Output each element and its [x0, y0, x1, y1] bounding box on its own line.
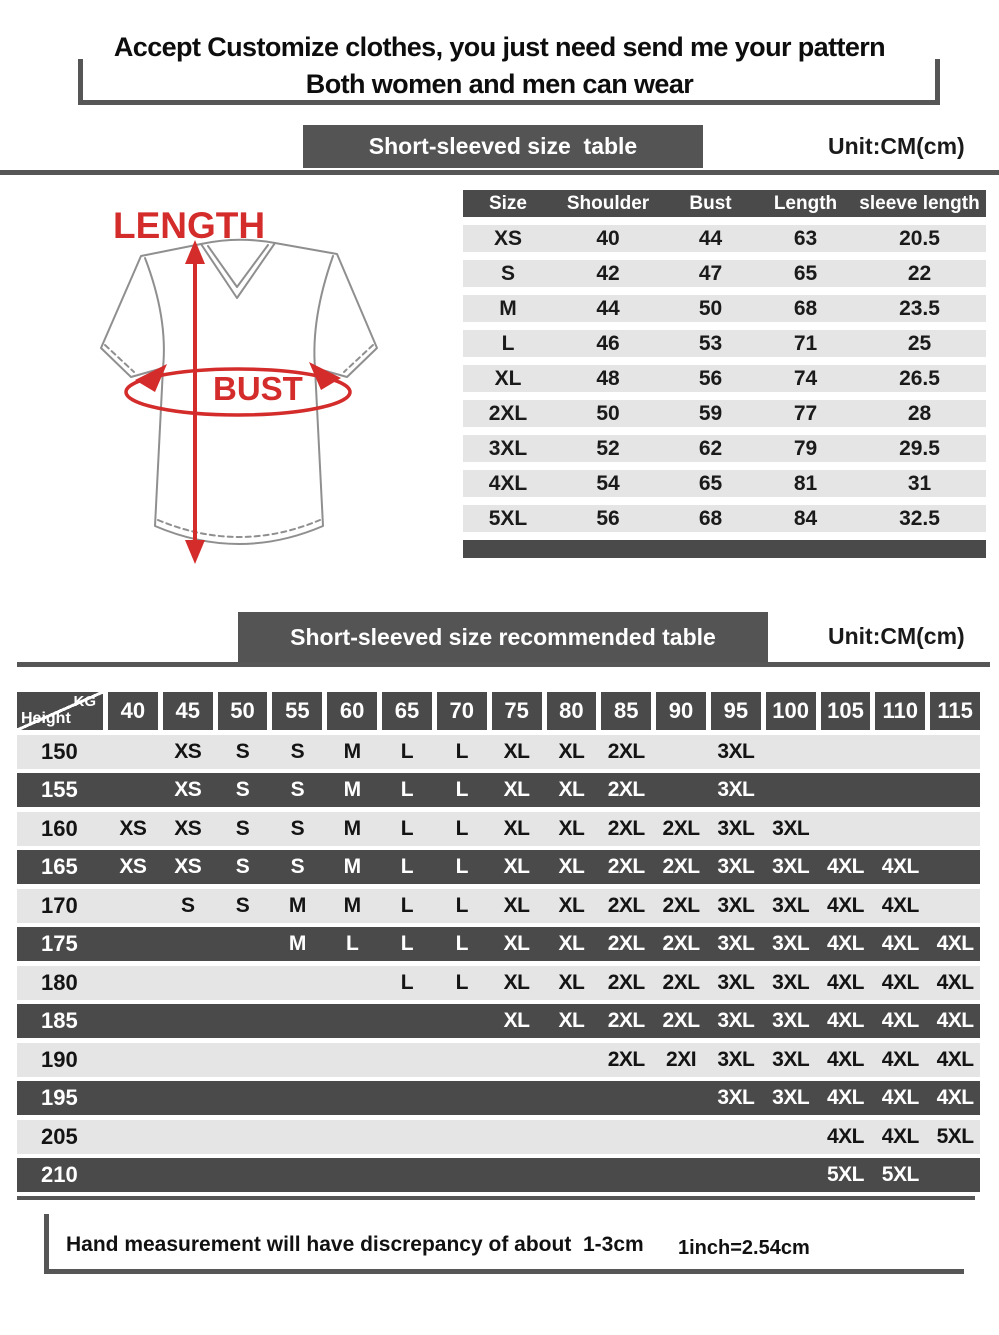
matrix-size-cell: 4XL — [881, 1009, 919, 1032]
matrix-size-cell: L — [400, 932, 414, 955]
size-table-row — [463, 505, 986, 532]
size-table-unit-label: Unit:CM(cm) — [828, 133, 965, 159]
matrix-height-label: 160 — [41, 815, 78, 841]
matrix-size-cell: 3XL — [772, 932, 810, 955]
footer-underline — [44, 1269, 964, 1274]
size-table-banner: Short-sleeved size table — [303, 125, 703, 168]
size-table-cell: 47 — [698, 261, 723, 285]
matrix-header-row — [17, 692, 980, 730]
matrix-size-cell: 4XL — [826, 932, 864, 955]
size-table-cell: M — [499, 296, 517, 320]
matrix-size-cell: XL — [558, 816, 585, 840]
matrix-size-cell: 4XL — [936, 970, 974, 994]
length-label: LENGTH — [113, 205, 266, 246]
matrix-size-cell: 3XL — [772, 855, 810, 878]
matrix-size-cell: 2XL — [662, 855, 700, 878]
matrix-size-cell: 2XL — [662, 932, 700, 955]
size-table-cell: 63 — [793, 226, 818, 250]
header-title-line2: Both women and men can wear — [305, 69, 694, 99]
size-table-row — [463, 330, 986, 357]
matrix-size-cell: 2XL — [607, 1047, 645, 1071]
size-table-cell: 48 — [596, 366, 620, 390]
matrix-row — [17, 1081, 980, 1115]
matrix-size-cell: L — [400, 970, 414, 994]
size-table-cell: 77 — [793, 401, 818, 425]
length-arrowhead-bottom — [185, 540, 205, 564]
matrix-size-cell: XL — [503, 855, 530, 878]
matrix-weight-header: 90 — [656, 692, 706, 730]
size-table-row — [463, 435, 986, 462]
matrix-size-cell: 4XL — [881, 1047, 919, 1071]
matrix-size-cell: XS — [174, 855, 202, 878]
matrix-size-cell: 2XL — [662, 816, 700, 840]
size-table-col-header: Bust — [689, 192, 732, 214]
size-table-col-header: Size — [488, 192, 528, 214]
matrix-row — [17, 773, 980, 807]
matrix-weight-header: 55 — [272, 692, 322, 730]
matrix-size-cell: S — [290, 778, 305, 801]
matrix-size-cell: 4XL — [826, 855, 864, 878]
matrix-height-label: 195 — [41, 1085, 78, 1110]
matrix-size-cell: 4XL — [936, 1009, 974, 1032]
size-table-cell: 20.5 — [899, 226, 940, 250]
matrix-size-cell: M — [343, 739, 361, 763]
size-table-cell: 59 — [698, 401, 723, 425]
size-table-cell: 50 — [596, 401, 620, 425]
size-table-cell: XL — [494, 366, 522, 390]
matrix-size-cell: XL — [503, 893, 530, 917]
matrix-height-label: 205 — [41, 1123, 78, 1149]
matrix-size-cell: 3XL — [717, 893, 755, 917]
matrix-size-cell: 3XL — [772, 893, 810, 917]
matrix-size-cell: XL — [503, 932, 530, 955]
matrix-size-cell: 2XL — [607, 932, 645, 955]
size-table-row — [463, 225, 986, 252]
matrix-size-cell: 4XL — [881, 1124, 919, 1148]
matrix-size-cell: 4XL — [936, 1086, 974, 1109]
bust-label: BUST — [213, 370, 303, 407]
matrix-size-cell: 2XL — [607, 816, 645, 840]
matrix-size-cell: 3XL — [772, 1086, 810, 1109]
size-table-row — [463, 260, 986, 287]
matrix-size-cell: M — [343, 893, 361, 917]
matrix-size-cell: 4XL — [826, 1009, 864, 1032]
divider-line-bottom — [17, 1196, 975, 1200]
matrix-size-cell: L — [400, 893, 414, 917]
size-table-cell: 40 — [596, 226, 620, 250]
matrix-size-cell: L — [455, 778, 468, 801]
size-table-cell: 26.5 — [899, 366, 940, 390]
matrix-size-cell: S — [290, 739, 305, 763]
matrix-weight-header: 60 — [327, 692, 377, 730]
matrix-size-cell: 3XL — [772, 1047, 810, 1071]
matrix-size-cell: S — [180, 893, 195, 917]
matrix-size-cell: XL — [558, 932, 585, 955]
matrix-body — [17, 735, 980, 1193]
matrix-size-cell: S — [235, 855, 250, 878]
size-table-cell: 44 — [698, 226, 723, 250]
matrix-size-cell: XS — [119, 855, 147, 878]
matrix-size-cell: M — [343, 778, 361, 801]
matrix-size-cell: XL — [503, 816, 530, 840]
matrix-row — [17, 850, 980, 884]
size-table-cell: 31 — [907, 471, 932, 495]
matrix-row — [17, 1120, 980, 1154]
size-table-cell: 46 — [596, 331, 620, 355]
matrix-size-cell: 2XL — [607, 855, 645, 878]
matrix-row — [17, 1043, 980, 1077]
matrix-size-cell: XL — [503, 970, 530, 994]
size-table-body — [463, 225, 986, 532]
matrix-size-cell: XL — [558, 855, 585, 878]
matrix-size-cell: 2XL — [662, 1009, 700, 1032]
matrix-size-cell: 3XL — [772, 816, 810, 840]
matrix-size-cell: S — [290, 855, 305, 878]
matrix-weight-header: 85 — [601, 692, 651, 730]
matrix-size-cell: 4XL — [826, 1124, 864, 1148]
matrix-size-cell: XL — [558, 778, 585, 801]
matrix-size-cell: 3XL — [717, 970, 755, 994]
matrix-size-cell: L — [455, 816, 468, 840]
matrix-size-cell: L — [455, 893, 468, 917]
matrix-size-cell: 4XL — [826, 1047, 864, 1071]
matrix-row — [17, 1004, 980, 1038]
matrix-size-cell: XL — [503, 739, 530, 763]
matrix-size-cell: 5XL — [826, 1163, 864, 1186]
size-table-cell: 54 — [596, 471, 620, 495]
size-table-cell: 62 — [698, 436, 723, 460]
size-table-cell: 56 — [596, 506, 620, 530]
matrix-row — [17, 1158, 980, 1192]
size-table-cell: 3XL — [488, 436, 528, 460]
matrix-height-label: 210 — [41, 1162, 78, 1187]
matrix-size-cell: 3XL — [717, 855, 755, 878]
size-table-footer-bar — [463, 540, 986, 558]
size-table-cell: 23.5 — [899, 296, 940, 320]
matrix-size-cell: S — [235, 893, 250, 917]
matrix-size-cell: L — [400, 855, 414, 878]
matrix-size-cell: 4XL — [826, 1086, 864, 1109]
matrix-size-cell: 2XL — [607, 778, 645, 801]
matrix-height-label: 155 — [41, 777, 78, 802]
matrix-height-label: 190 — [41, 1046, 78, 1072]
size-table-cell: 44 — [596, 296, 620, 320]
matrix-weight-header: 95 — [711, 692, 761, 730]
header-title-line1: Accept Customize clothes, you just need send me your pattern — [113, 32, 886, 62]
size-table-row — [463, 400, 986, 427]
matrix-size-cell: 4XL — [826, 893, 864, 917]
matrix-weight-header: 115 — [930, 692, 980, 730]
matrix-size-cell: 4XL — [936, 1047, 974, 1071]
matrix-size-cell: 2XL — [607, 893, 645, 917]
matrix-height-label: 175 — [41, 931, 78, 956]
size-table-row — [463, 365, 986, 392]
matrix-size-cell: L — [400, 778, 414, 801]
size-table-row — [463, 295, 986, 322]
matrix-size-cell: 3XL — [717, 1009, 755, 1032]
size-table-cell: 4XL — [488, 471, 528, 495]
matrix-size-cell: XL — [558, 1009, 585, 1032]
matrix-size-cell: M — [288, 932, 306, 955]
size-table-cell: 2XL — [488, 401, 528, 425]
matrix-weight-header: 45 — [163, 692, 213, 730]
matrix-weight-header: 70 — [437, 692, 487, 730]
matrix-size-cell: S — [235, 816, 250, 840]
matrix-size-cell: L — [400, 816, 414, 840]
size-table-cell: 32.5 — [899, 506, 940, 530]
size-table-cell: 81 — [793, 471, 818, 495]
matrix-size-cell: 3XL — [717, 739, 755, 763]
matrix-size-cell: M — [288, 893, 306, 917]
matrix-size-cell: M — [343, 816, 361, 840]
size-table-cell: 52 — [596, 436, 620, 460]
matrix-size-cell: XS — [119, 816, 147, 840]
size-table-cell: S — [500, 261, 515, 285]
matrix-size-cell: 3XL — [772, 1009, 810, 1032]
matrix-size-cell: XS — [174, 816, 202, 840]
matrix-size-cell: L — [455, 739, 468, 763]
matrix-size-cell: 4XL — [881, 970, 919, 994]
matrix-size-cell: 2XL — [607, 1009, 645, 1032]
matrix-size-cell: S — [235, 778, 250, 801]
matrix-size-cell: 2XL — [662, 970, 700, 994]
size-table-cell: 50 — [698, 296, 723, 320]
corner-height-label: Height — [21, 710, 71, 727]
size-table-cell: 29.5 — [899, 436, 940, 460]
matrix-weight-header: 100 — [766, 692, 816, 730]
size-table — [463, 190, 986, 558]
size-table-cell: 42 — [596, 261, 620, 285]
size-table-cell: 65 — [793, 261, 818, 285]
matrix-row — [17, 735, 980, 769]
matrix-weight-header: 40 — [108, 692, 158, 730]
divider-line-top — [0, 170, 999, 175]
matrix-size-cell: XL — [558, 739, 585, 763]
size-table-cell: 53 — [698, 331, 723, 355]
matrix-row — [17, 966, 980, 1000]
matrix-size-cell: 2XI — [666, 1047, 697, 1071]
matrix-height-label: 185 — [41, 1008, 78, 1033]
matrix-weight-header: 105 — [821, 692, 871, 730]
matrix-height-label: 170 — [41, 892, 78, 918]
size-table-cell: 22 — [907, 261, 932, 285]
size-table-col-header: Shoulder — [566, 192, 650, 214]
matrix-size-cell: XL — [558, 893, 585, 917]
footer-bracket — [44, 1214, 49, 1274]
matrix-size-cell: L — [400, 739, 414, 763]
matrix-weight-header: 50 — [218, 692, 268, 730]
matrix-size-cell: 4XL — [881, 1086, 919, 1109]
size-table-cell: 25 — [907, 331, 932, 355]
matrix-corner-cell — [17, 692, 103, 730]
size-table-cell: 84 — [793, 506, 818, 530]
footer-conversion: 1inch=2.54cm — [678, 1237, 810, 1259]
divider-line-middle — [17, 662, 990, 667]
matrix-row — [17, 927, 980, 961]
matrix-size-cell: 3XL — [772, 970, 810, 994]
matrix-size-cell: XS — [174, 739, 202, 763]
matrix-row — [17, 812, 980, 846]
matrix-size-cell: L — [455, 932, 468, 955]
tshirt-measure-diagram — [25, 190, 430, 585]
matrix-height-label: 165 — [41, 854, 78, 879]
matrix-size-cell: M — [343, 855, 361, 878]
matrix-weight-header: 65 — [382, 692, 432, 730]
matrix-size-cell: 4XL — [881, 893, 919, 917]
matrix-size-cell: 4XL — [881, 932, 919, 955]
matrix-row — [17, 889, 980, 923]
size-table-col-header: Length — [773, 192, 838, 214]
matrix-size-cell: XS — [174, 778, 202, 801]
matrix-weight-header: 80 — [547, 692, 597, 730]
matrix-size-cell: XL — [558, 970, 585, 994]
matrix-size-cell: 4XL — [936, 932, 974, 955]
matrix-size-cell: 4XL — [881, 855, 919, 878]
size-table-cell: 68 — [793, 296, 818, 320]
size-table-cell: 5XL — [488, 506, 528, 530]
corner-kg-label: KG — [73, 693, 96, 710]
matrix-size-cell: 5XL — [881, 1163, 919, 1186]
matrix-size-cell: XL — [503, 1009, 530, 1032]
matrix-weight-header: 75 — [492, 692, 542, 730]
matrix-size-cell: L — [455, 970, 468, 994]
recommended-table-unit-label: Unit:CM(cm) — [828, 623, 965, 649]
size-table-row — [463, 470, 986, 497]
matrix-size-cell: L — [455, 855, 468, 878]
matrix-size-cell: S — [235, 739, 250, 763]
matrix-weight-header: 110 — [875, 692, 925, 730]
size-table-header — [463, 190, 986, 217]
matrix-size-cell: 3XL — [717, 1047, 755, 1071]
matrix-height-label: 150 — [41, 738, 78, 764]
matrix-size-cell: L — [345, 932, 359, 955]
size-table-cell: 56 — [698, 366, 723, 390]
size-table-col-header: sleeve length — [859, 192, 980, 214]
matrix-size-cell: 3XL — [717, 816, 755, 840]
footer-note: Hand measurement will have discrepancy of about 1-3cm — [66, 1233, 644, 1256]
size-table-cell: 68 — [698, 506, 723, 530]
size-table-cell: L — [501, 331, 515, 355]
matrix-size-cell: 4XL — [826, 970, 864, 994]
matrix-size-cell: 3XL — [717, 932, 755, 955]
matrix-height-label: 180 — [41, 969, 78, 995]
matrix-size-cell: 2XL — [662, 893, 700, 917]
recommended-size-matrix — [17, 692, 980, 1192]
matrix-size-cell: S — [290, 816, 305, 840]
recommended-table-banner: Short-sleeved size recommended table — [238, 612, 768, 662]
matrix-size-cell: 2XL — [607, 970, 645, 994]
matrix-size-cell: XL — [503, 778, 530, 801]
size-table-cell: XS — [493, 226, 522, 250]
size-table-cell: 71 — [793, 331, 818, 355]
matrix-size-cell: 3XL — [717, 1086, 755, 1109]
matrix-size-cell: 3XL — [717, 778, 755, 801]
size-table-cell: 28 — [907, 401, 932, 425]
matrix-size-cell: 2XL — [607, 739, 645, 763]
matrix-size-cell: 5XL — [936, 1124, 974, 1148]
size-table-cell: 74 — [793, 366, 818, 390]
size-table-cell: 79 — [793, 436, 818, 460]
size-table-cell: 65 — [698, 471, 723, 495]
